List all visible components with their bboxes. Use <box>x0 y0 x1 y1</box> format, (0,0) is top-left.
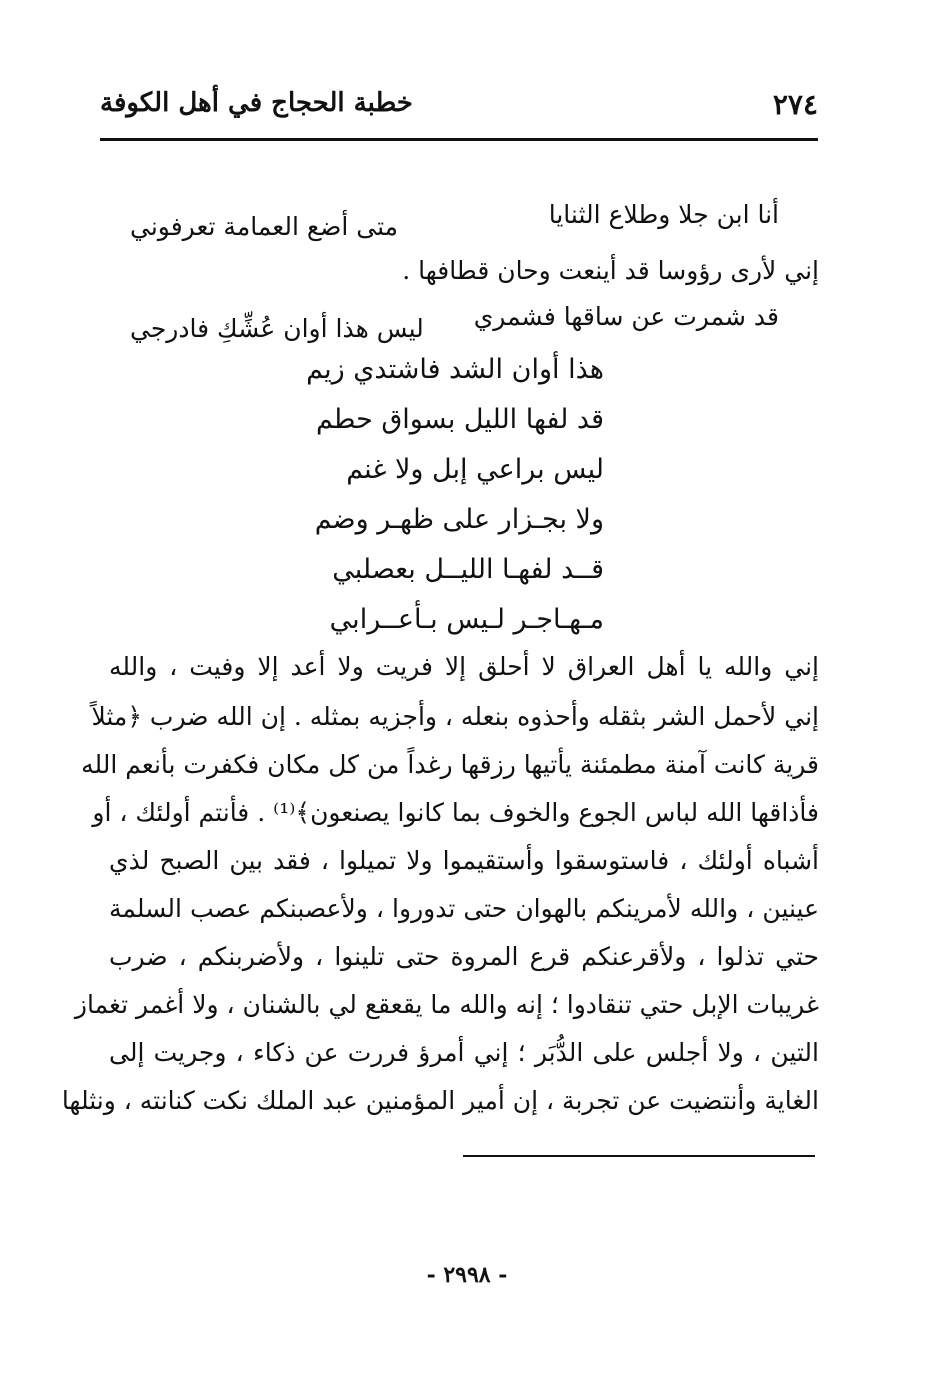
verse-1-first-hemistich: أنا ابن جلا وطلاع الثنايا <box>548 200 779 229</box>
prose-line: حتي تذلوا ، ولأقرعنكم قرع المروة حتى تلينوا ، ولأضربنكم ، ضرب <box>109 942 819 971</box>
stanza-line: ليس براعي إبل ولا غنم <box>346 454 604 485</box>
page-number: ٢٧٤ <box>772 88 818 121</box>
prose-line: الغاية وأنتضيت عن تجربة ، إن أمير المؤمنين عبد الملك نكت كنانته ، ونثلها <box>61 1086 819 1115</box>
prose-line: التين ، ولا أجلس على الدُّبَر ؛ إني أمرؤ فررت عن ذكاء ، وجريت إلى <box>109 1038 819 1067</box>
prose-intro: إني لأرى رؤوسا قد أينعت وحان قطافها . <box>402 256 819 285</box>
stanza-line: قد لفها الليل بسواق حطم <box>315 404 604 435</box>
prose-line: قرية كانت آمنة مطمئنة يأتيها رزقها رغداً من كل مكان فكفرت بأنعم الله <box>81 750 819 779</box>
footnote-separator <box>463 1155 815 1157</box>
stanza-line: هذا أوان الشد فاشتدي زيم <box>306 354 604 385</box>
page-footer-number: - ٢٩٩٨ - <box>426 1262 508 1288</box>
prose-line: إني والله يا أهل العراق لا أحلق إلا فريت ولا أعد إلا وفيت ، والله <box>109 652 819 681</box>
prose-line: إني لأحمل الشر بثقله وأحذوه بنعله ، وأجزيه بمثله . إن الله ضرب ﴿مثلاً <box>91 702 819 731</box>
verse-2-second-hemistich: ليس هذا أوان عُشِّكِ فادرجي <box>130 314 424 343</box>
header-rule <box>100 138 818 141</box>
running-header <box>100 88 818 138</box>
prose-line: فأذاقها الله لباس الجوع والخوف بما كانوا يصنعون﴾⁽¹⁾ . فأنتم أولئك ، أو <box>92 798 819 827</box>
prose-line: غريبات الإبل حتي تنقادوا ؛ إنه والله ما يقعقع لي بالشنان ، ولا أغمر تغماز <box>74 990 819 1019</box>
stanza-line: ولا بجـزار على ظهـر وضم <box>314 504 604 535</box>
stanza-line: قــد لفهـا الليــل بعصلبي <box>332 554 604 585</box>
chapter-title: خطبة الحجاج في أهل الكوفة <box>100 88 413 118</box>
verse-2-first-hemistich: قد شمرت عن ساقها فشمري <box>473 302 779 331</box>
stanza-line: مـهـاجـر لـيس بـأعــرابي <box>329 604 604 635</box>
prose-line: عينين ، والله لأمرينكم بالهوان حتى تدوروا ، ولأعصبنكم عصب السلمة <box>109 894 819 923</box>
verse-1-second-hemistich: متى أضع العمامة تعرفوني <box>130 212 399 241</box>
prose-line: أشباه أولئك ، فاستوسقوا وأستقيموا ولا تميلوا ، فقد بين الصبح لذي <box>109 846 819 875</box>
